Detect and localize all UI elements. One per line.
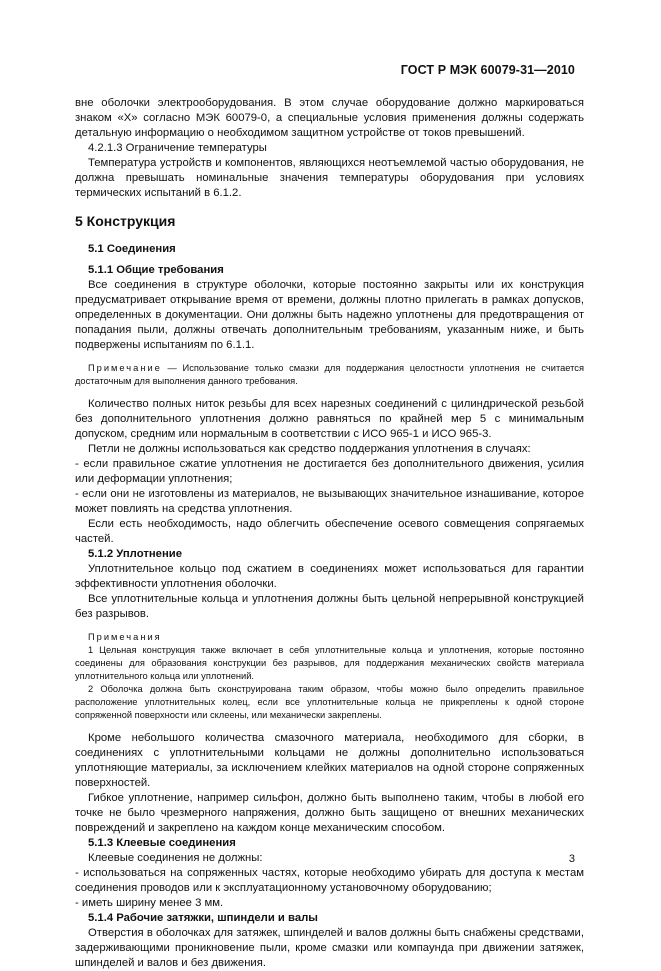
grease-paragraph: Кроме небольшого количества смазочного материала, необходимого для сборки, в соединениях с уплотнительными кольцами не должны дополнительно использоваться уплотняющие материалы, за исключением клейких материалов на одной стороне сопряженных поверхностей. (75, 732, 584, 789)
section-5-1-1-heading: 5.1.1 Общие требования (88, 264, 224, 276)
hinges-paragraph: Петли не должны использоваться как средство поддержания уплотнения в случаях: (88, 443, 531, 455)
note-text: — Использование только смазки для поддержания целостности уплотнения не считается достаточным для выполнения данного требования. (75, 363, 584, 386)
bellows-paragraph: Гибкое уплотнение, например сильфон, должно быть выполнено таким, чтобы в любой его точке не было чрезмерного напряжения, должно быть защищено от внешних механических повреждений и закреплено на каждом конце механическим способом. (75, 792, 584, 834)
temperature-paragraph: Температура устройств и компонентов, являющихся неотъемлемой частью оборудования, не должна превышать номинальные значения температуры оборудования при условиях термических испытаний в 6.1.2. (75, 157, 584, 199)
section-5-1-4-heading: 5.1.4 Рабочие затяжки, шпиндели и валы (88, 912, 318, 924)
document-code-header: ГОСТ Р МЭК 60079-31—2010 (400, 63, 575, 77)
paragraph-continuation: вне оболочки электрооборудования. В этом случае оборудование должно маркироваться знаком «X» согласно МЭК 60079-0, а специальные условия применения должны содержать детальную информацию о необходимом защитном устройстве от токов превышений. (75, 97, 584, 139)
note-item-1: 1 Цельная конструкция также включает в себя уплотнительные кольца и уплотнения, которые постоянно соединены для образования конструкции без разрывов, для поддержания механических свойств материала уплотнительного кольца или уплотнений. (75, 645, 584, 681)
note-label: Примечание (88, 363, 162, 373)
seal-paragraph-b: Все уплотнительные кольца и уплотнения должны быть цельной непрерывной конструкцией без разрывов. (75, 593, 584, 620)
alignment-paragraph: Если есть необходимость, надо облегчить обеспечение осевого совмещения сопрягаемых частей. (75, 518, 584, 545)
notes-label: Примечания (88, 632, 162, 642)
page-number: 3 (568, 853, 575, 865)
list-item: - если правильное сжатие уплотнения не достигается без дополнительного движения, усилия или деформации уплотнения; (75, 458, 584, 485)
subclause-4-2-1-3-title: 4.2.1.3 Ограничение температуры (88, 142, 267, 154)
seal-paragraph-a: Уплотнительное кольцо под сжатием в соединениях может использоваться для гарантии эффективности уплотнения оболочки. (75, 563, 584, 590)
section-5-1-3-heading: 5.1.3 Клеевые соединения (88, 837, 236, 849)
note-1 (75, 362, 584, 388)
page-body (75, 96, 584, 971)
section-5-1-heading: 5.1 Соединения (88, 243, 176, 255)
threads-paragraph: Количество полных ниток резьбы для всех нарезных соединений с цилиндрической резьбой без дополнительного уплотнения должно равняться по крайней мер 5 с минимальным допуском, средним или нормальным в соответствии с ИСО 965-1 и ИСО 965-3. (75, 398, 584, 440)
section-5-heading: 5 Конструкция (75, 213, 176, 229)
list-item: - использоваться на сопряженных частях, которые необходимо убирать для доступа к местам соединения проводов или к эксплуатационному установочному оборудованию; (75, 867, 584, 894)
list-item: - иметь ширину менее 3 мм. (75, 897, 224, 909)
adhesive-paragraph: Клеевые соединения не должны: (88, 852, 263, 864)
note-item-2: 2 Оболочка должна быть сконструирована таким образом, чтобы можно было определить правильное расположение уплотнительных колец, если все уплотнительные кольца не прикреплены к одной стороне сопряженной поверхности или склеены, или механически закреплены. (75, 684, 584, 720)
section-5-1-2-heading: 5.1.2 Уплотнение (88, 548, 183, 560)
general-requirements-paragraph: Все соединения в структуре оболочки, которые постоянно закрыты или их конструкция предусматривает открывание время от времени, должны плотно прилегать в рамках допусков, определенных в документации. Они должны быть надежно уплотнены для предотвращения от попадания пыли, должны отвечать дополнительным требованиям, указанным ниже, и быть подвержены испытаниям по 6.1.1. (75, 279, 584, 351)
shafts-paragraph: Отверстия в оболочках для затяжек, шпинделей и валов должны быть снабжены средствами, задерживающими проникновение пыли, кроме смазки или компаунда при движении затяжек, шпинделей и валов и без движения. (75, 927, 584, 969)
list-item: - если они не изготовлены из материалов, не вызывающих значительное изнашивание, которое может повлиять на средства уплотнения. (75, 488, 584, 515)
